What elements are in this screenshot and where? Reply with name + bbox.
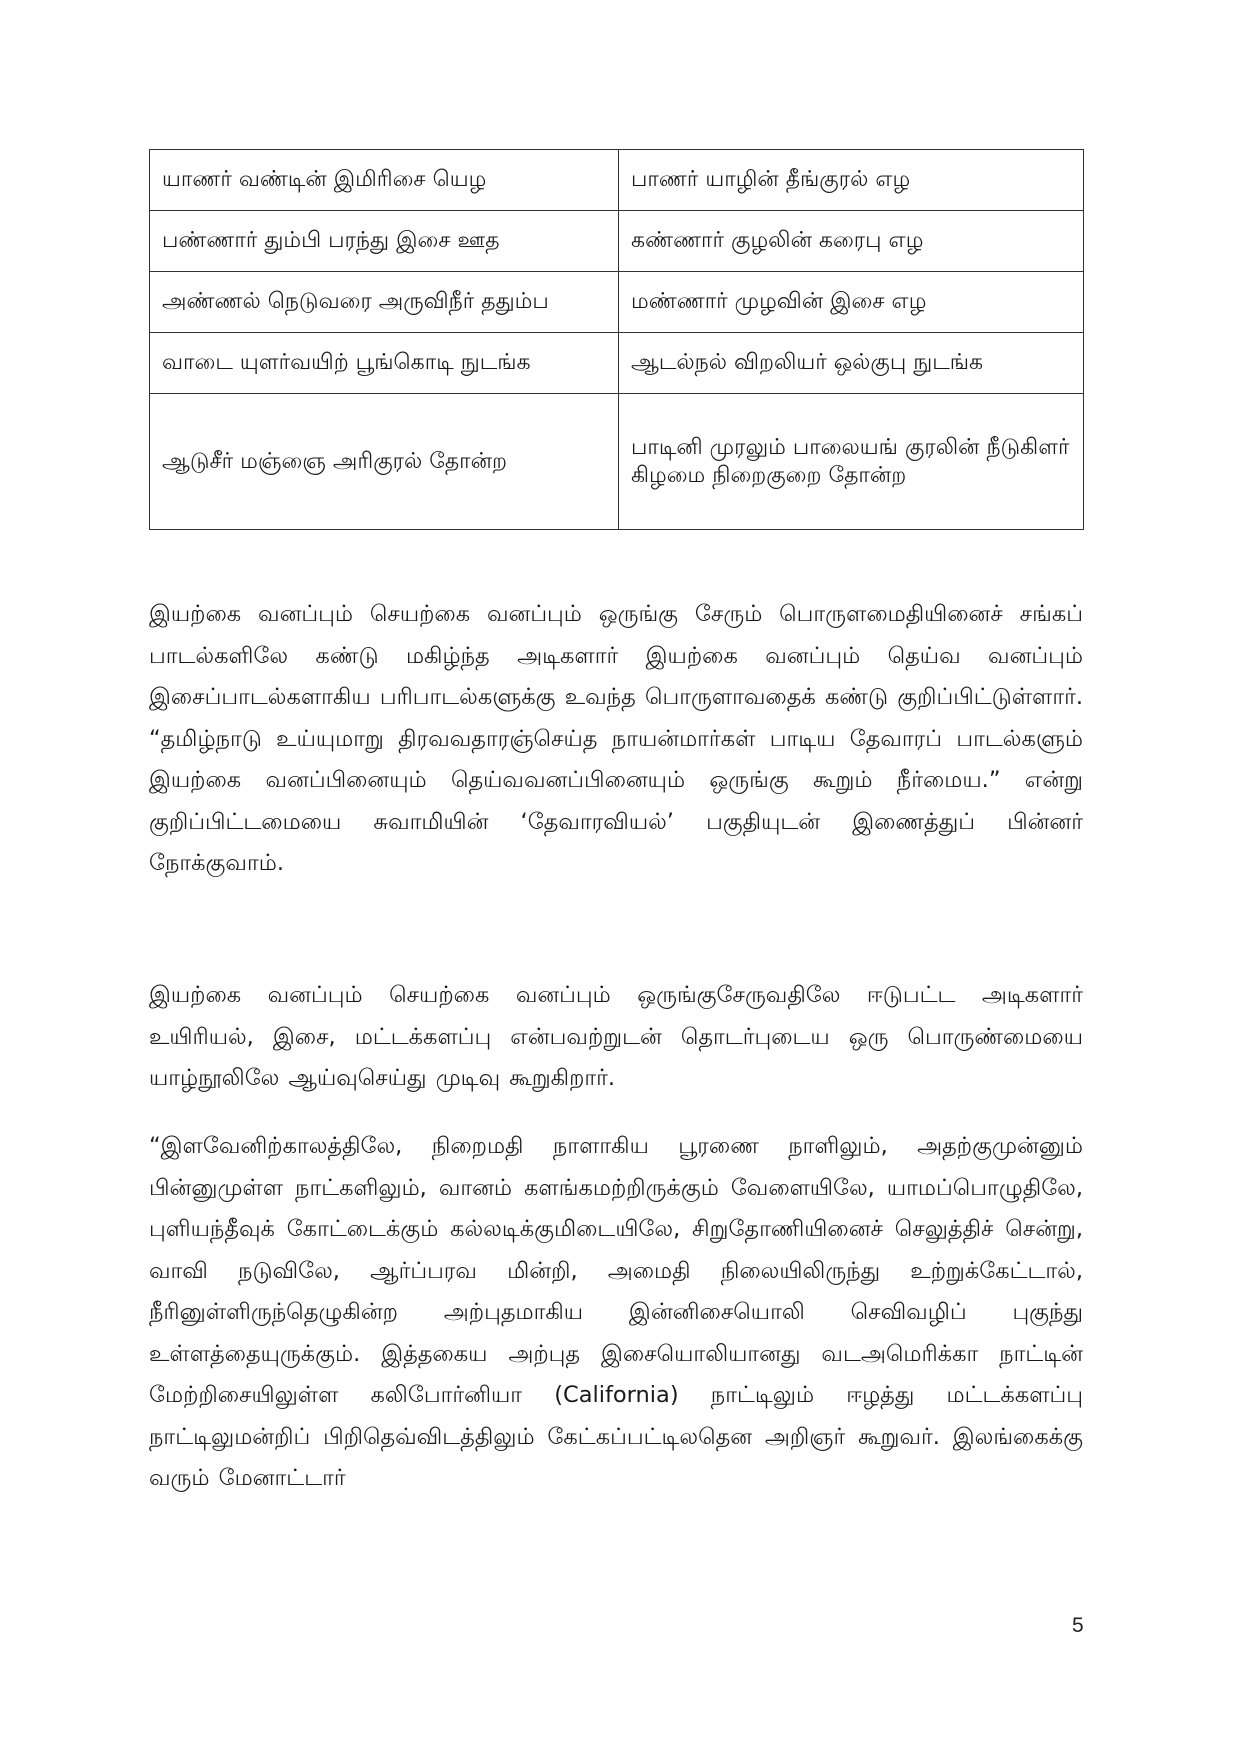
verse-cell-left: பண்ணார் தும்பி பரந்து இசை ஊத [150, 211, 619, 272]
verse-cell-right: ஆடல்நல் விறலியர் ஒல்குபு நுடங்க [619, 333, 1084, 394]
table-row [150, 150, 1084, 211]
table-row [150, 272, 1084, 333]
verse-cell-left: அண்ணல் நெடுவரை அருவிநீர் ததும்ப [150, 272, 619, 333]
page-number: 5 [1072, 1614, 1084, 1637]
verse-cell-right: பாடினி முரலும் பாலையங் குரலின் நீடுகிளர் கிழமை நிறைகுறை தோன்ற [619, 394, 1084, 530]
verse-cell-left: வாடை யுளர்வயிற் பூங்கொடி நுடங்க [150, 333, 619, 394]
body-paragraph: “இளவேனிற்காலத்திலே, நிறைமதி நாளாகிய பூரணை நாளிலும், அதற்குமுன்னும் பின்னுமுள்ள நாட்களிலும், வானம் களங்கமற்றிருக்கும் வேளையிலே, யாமப்பொழுதிலே, புளியந்தீவுக் கோட்டைக்கும் கல்லடிக்குமிடையிலே, சிறுதோணியினைச் செலுத்திச் சென்று, வாவி நடுவிலே, ஆர்ப்பரவ மின்றி, அமைதி நிலையிலிருந்து உற்றுக்கேட்டால், நீரினுள்ளிருந்தெழுகின்ற அற்புதமாகிய இன்னிசையொலி செவிவழிப் புகுந்து உள்ளத்தையுருக்கும். இத்தகைய அற்புத இசையொலியானது வடஅமெரிக்கா நாட்டின் மேற்றிசையிலுள்ள கலிபோர்னியா (California) நாட்டிலும் ஈழத்து மட்டக்களப்பு நாட்டிலுமன்றிப் பிறிதெவ்விடத்திலும் கேட்கப்பட்டிலதென அறிஞர் கூறுவர். இலங்கைக்கு வரும் மேனாட்டார் [149, 1133, 1083, 1491]
verse-cell-right: பாணர் யாழின் தீங்குரல் எழ [619, 150, 1084, 211]
verse-table [149, 149, 1084, 530]
verse-cell-left: ஆடுசீர் மஞ்ஞை அரிகுரல் தோன்ற [150, 394, 619, 530]
body-paragraph: இயற்கை வனப்பும் செயற்கை வனப்பும் ஒருங்குசேருவதிலே ஈடுபட்ட அடிகளார் உயிரியல், இசை, மட்டக்களப்பு என்பவற்றுடன் தொடர்புடைய ஒரு பொருண்மையை யாழ்நூலிலே ஆய்வுசெய்து முடிவு கூறுகிறார். [149, 982, 1083, 1091]
table-row [150, 394, 1084, 530]
table-row [150, 333, 1084, 394]
body-paragraph: இயற்கை வனப்பும் செயற்கை வனப்பும் ஒருங்கு சேரும் பொருளமைதியினைச் சங்கப் பாடல்களிலே கண்டு மகிழ்ந்த அடிகளார் இயற்கை வனப்பும் தெய்வ வனப்பும் இசைப்பாடல்களாகிய பரிபாடல்களுக்கு உவந்த பொருளாவதைக் கண்டு குறிப்பிட்டுள்ளார். “தமிழ்நாடு உய்யுமாறு திரவவதாரஞ்செய்த நாயன்மார்கள் பாடிய தேவாரப் பாடல்களும் இயற்கை வனப்பினையும் தெய்வவனப்பினையும் ஒருங்கு கூறும் நீர்மைய.” என்று குறிப்பிட்டமையை சுவாமியின் ‘தேவாரவியல்’ பகுதியுடன் இணைத்துப் பின்னர் நோக்குவாம். [149, 601, 1083, 876]
verse-cell-right: மண்ணார் முழவின் இசை எழ [619, 272, 1084, 333]
verse-cell-left: யாணர் வண்டின் இமிரிசை யெழ [150, 150, 619, 211]
table-row [150, 211, 1084, 272]
verse-cell-right: கண்ணார் குழலின் கரைபு எழ [619, 211, 1084, 272]
